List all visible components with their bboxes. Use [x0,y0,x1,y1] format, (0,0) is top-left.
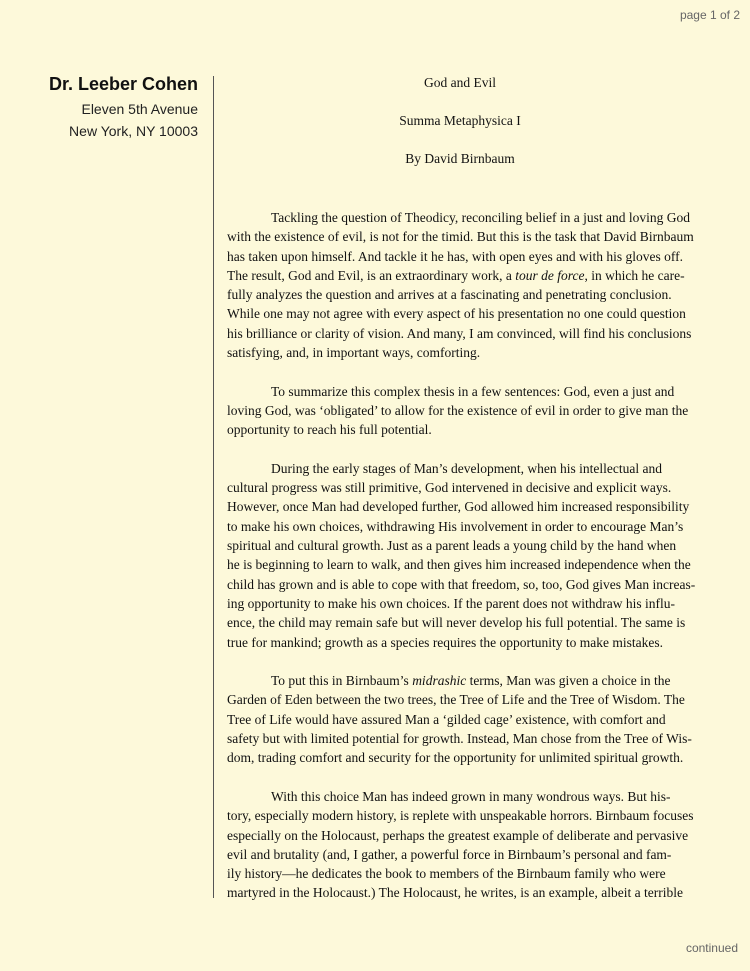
vertical-divider [213,76,214,898]
paragraph-line: While one may not agree with every aspect of his presentation no one could question [227,306,686,322]
paragraph-line: with the existence of evil, is not for the timid. But this is the task that David Birnbaum [227,229,694,245]
paragraph-line: loving God, was ‘obligated’ to allow for the existence of evil in order to give man the [227,402,689,418]
paragraph-line: ence, the child may remain safe but will never develop his full potential. The same is [227,615,686,631]
paragraph-line: With this choice Man has indeed grown in many wondrous ways. But his- [271,788,671,804]
paragraph-line: to make his own choices, withdrawing His involvement in order to encourage Man’s [227,518,684,534]
letterhead-address-line2: New York, NY 10003 [69,123,198,139]
body-paragraph [227,382,693,440]
body-paragraph [227,787,693,903]
paragraph-line: satisfying, and, in important ways, comforting. [227,345,481,361]
paragraph-line: Tackling the question of Theodicy, reconciling belief in a just and loving God [271,210,690,225]
body-paragraph [227,459,696,652]
paragraph-line: However, once Man had developed further, God allowed him increased responsibility [227,499,690,515]
paragraph-line: he is beginning to learn to walk, and then gives him increased independence when the [227,557,691,573]
letterhead-address-line1: Eleven 5th Avenue [81,101,198,117]
paragraph-line: cultural progress was still primitive, God intervened in decisive and explicit ways. [227,480,672,496]
document-title: God and Evil [424,75,496,90]
paragraph-line: ing opportunity to make his own choices. If the parent does not withdraw his influ- [227,595,676,611]
paragraph-line: Tree of Life would have assured Man a ‘gilded cage’ existence, with comfort and [227,711,666,727]
letterhead [10,72,198,142]
paragraph-line: child has grown and is able to cope with that freedom, so, too, God gives Man increas- [227,576,696,592]
paragraph-line: spiritual and cultural growth. Just as a parent leads a young child by the hand when [227,538,677,554]
paragraph-line: has taken upon himself. And tackle it he has, with open eyes and with his gloves off. [227,248,684,264]
paragraph-line: opportunity to reach his full potential. [227,422,432,438]
paragraph-line: dom, trading comfort and security for the opportunity for unlimited spiritual growth. [227,750,684,766]
paragraph-line: During the early stages of Man’s development, when his intellectual and [271,460,663,476]
paragraph-line: Garden of Eden between the two trees, the Tree of Life and the Tree of Wisdom. The [227,692,685,708]
paragraph-line: tory, especially modern history, is replete with unspeakable horrors. Birnbaum focuses [227,808,694,824]
paragraph-line: To put this in Birnbaum’s midrashic terms, Man was given a choice in the [271,673,671,689]
letter-body [227,208,696,922]
paragraph-line: safety but with limited potential for growth. Instead, Man chose from the Tree of Wis- [227,731,692,747]
document-byline: By David Birnbaum [405,151,515,166]
paragraph-line: his brilliance or clarity of vision. And many, I am convinced, will find his conclusions [227,325,692,341]
letterhead-name: Dr. Leeber Cohen [48,74,198,94]
continued-note: continued [685,941,738,955]
paragraph-line: To summarize this complex thesis in a few sentences: God, even a just and [271,383,675,399]
body-paragraph [227,208,693,362]
paragraph-line: true for mankind; growth as a species requires the opportunity to make mistakes. [227,634,664,650]
paragraph-line: fully analyzes the question and arrives at a fascinating and penetrating conclusion. [227,287,672,303]
paragraph-line: The result, God and Evil, is an extraordinary work, a tour de force, in which he care- [227,267,685,283]
paragraph-line: evil and brutality (and, I gather, a powerful force in Birnbaum’s personal and fam- [227,846,672,862]
paragraph-line: martyred in the Holocaust.) The Holocaust, he writes, is an example, albeit a terrible [227,885,683,901]
document-heading [227,74,693,188]
page-indicator: page 1 of 2 [679,8,740,22]
body-paragraph [227,671,693,767]
document-subtitle: Summa Metaphysica I [399,113,521,128]
paragraph-line: ily history—he dedicates the book to members of the Birnbaum family who were [227,866,666,882]
paragraph-line: especially on the Holocaust, perhaps the greatest example of deliberate and pervasive [227,827,689,843]
